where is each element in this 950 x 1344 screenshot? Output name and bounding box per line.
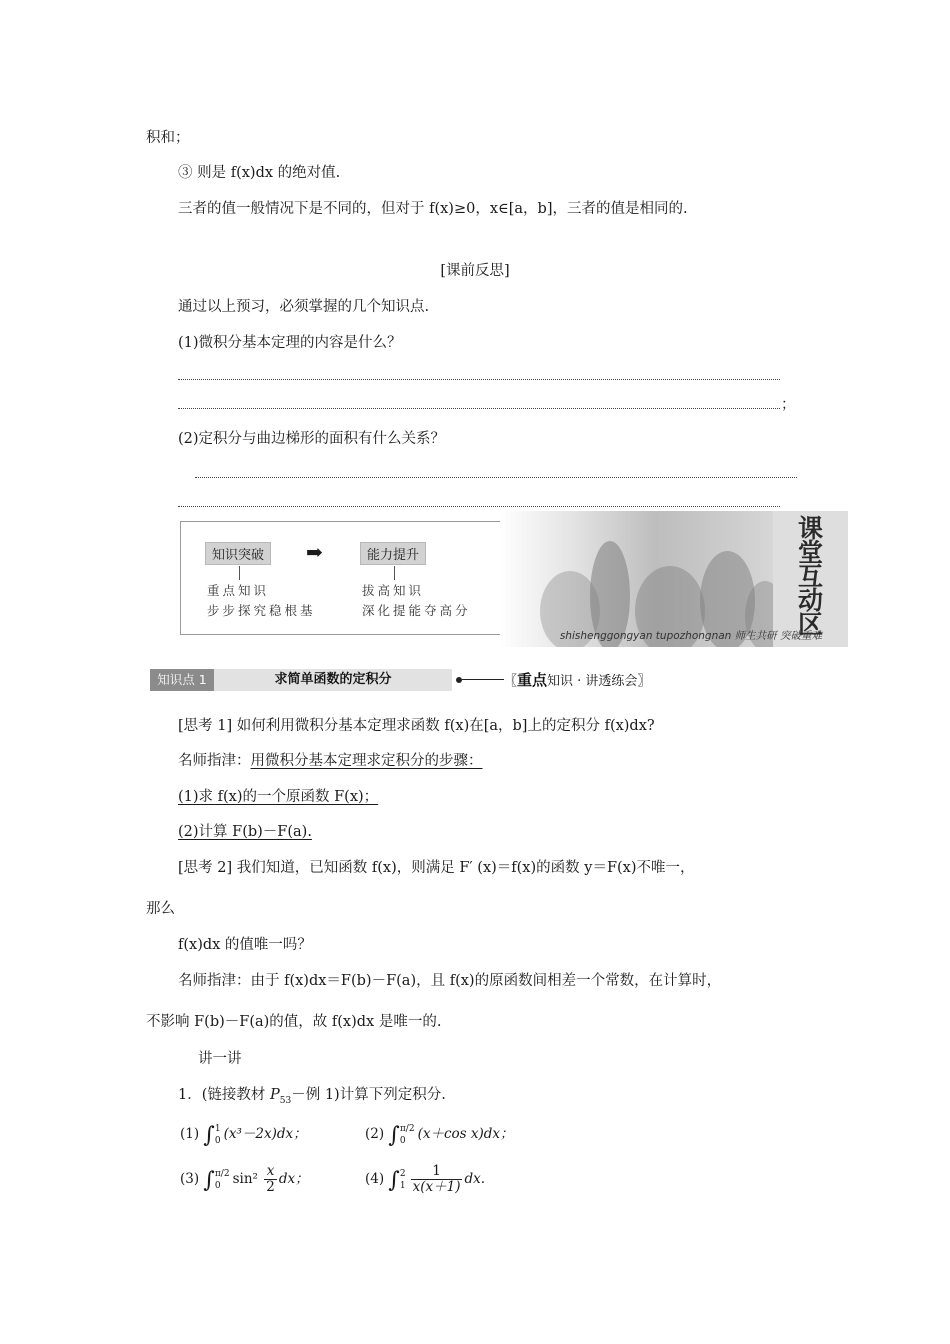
key-label: 〖重点知识 · 讲透练会〗 (504, 671, 651, 689)
think-1-question: [思考 1] 如何利用微积分基本定理求函数 f(x)在[a，b]上的定积分 f(x)dx? (178, 718, 655, 734)
text-line: ③ 则是 f(x)dx 的绝对值. (178, 165, 341, 181)
answer-line[interactable] (178, 408, 780, 409)
text-line: f(x)dx 的值唯一吗？ (178, 937, 312, 953)
side-char: 课 (797, 514, 823, 543)
think-2-question: [思考 2] 我们知道，已知函数 f(x)，则满足 F′ (x)＝f(x)的函数 y＝F(x)不唯一， (178, 860, 695, 876)
think-1-step: (2)计算 F(b)－F(a). (178, 824, 312, 840)
side-char: 堂 (797, 538, 823, 567)
side-char: 区 (797, 610, 823, 639)
think-1-step: (1)求 f(x)的一个原函数 F(x)； (178, 789, 379, 805)
example-1: 1．(链接教材 $P_{53}-$例 1)计算下列定积分. (178, 1087, 446, 1106)
right-sub-2: 深化提能夺高分 (362, 603, 471, 618)
answer-line[interactable] (195, 477, 797, 478)
problem-4: (4) ∫2 1 $\frac{1}{x(x+1)}$ dx. (365, 1163, 486, 1195)
classroom-banner (180, 511, 848, 647)
knowledge-point-tag: 知识点 1 (150, 669, 214, 691)
knowledge-point-title: 求简单函数的定积分 (214, 669, 452, 691)
text-line: 三者的值一般情况下是不同的，但对于 f(x)≥0，x∈[a，b]，三者的值是相同的. (178, 201, 688, 217)
section-heading: [课前反思] (440, 263, 510, 279)
banner-slogan: shishenggongyan tupozhongnan 师生共研 突破重难 (559, 630, 822, 642)
text-line: 不影响 F(b)－F(a)的值，故 f(x)dx 是唯一的. (146, 1014, 442, 1030)
connector (394, 566, 395, 580)
side-char: 动 (797, 586, 823, 615)
right-sub-1: 拔高知识 (362, 583, 425, 598)
text-line: 那么 (146, 901, 175, 917)
problem-3: (3) ∫π/2 0 sin² $\frac{x}{2}$ dx； (180, 1163, 309, 1195)
banner-side-title (773, 511, 848, 647)
think-2-answer: 名师指津：由于 f(x)dx＝F(b)－F(a)，且 f(x)的原函数间相差一个常数，在计算时， (178, 973, 722, 989)
text-line: 积和； (146, 130, 190, 146)
left-sub-1: 重点知识 (207, 583, 270, 598)
connector-line (462, 679, 504, 680)
answer-line[interactable] (178, 379, 780, 380)
left-sub-2: 步步探究稳根基 (207, 603, 316, 618)
answer-line[interactable] (178, 506, 780, 507)
semicolon: ； (781, 397, 796, 413)
tag-knowledge: 知识突破 (205, 542, 271, 565)
connector (239, 566, 240, 580)
problem-2: (2) ∫π/2 0 (x＋cos x)dx； (365, 1123, 514, 1148)
text-line: 通过以上预习，必须掌握的几个知识点. (178, 299, 430, 315)
question-2: (2)定积分与曲边梯形的面积有什么关系？ (178, 431, 446, 447)
tag-ability: 能力提升 (360, 542, 426, 565)
side-char: 互 (797, 562, 823, 591)
lecture-title: 讲一讲 (198, 1051, 242, 1067)
think-1-answer: 名师指津：用微积分基本定理求定积分的步骤： (178, 753, 483, 769)
arrow-right-icon: ➡ (306, 540, 323, 564)
question-1: (1)微积分基本定理的内容是什么？ (178, 335, 402, 351)
bullet-dot (456, 677, 462, 683)
knowledge-point-bar (150, 669, 660, 691)
problem-1: (1) ∫1 0 (x³－2x)dx； (180, 1123, 307, 1148)
